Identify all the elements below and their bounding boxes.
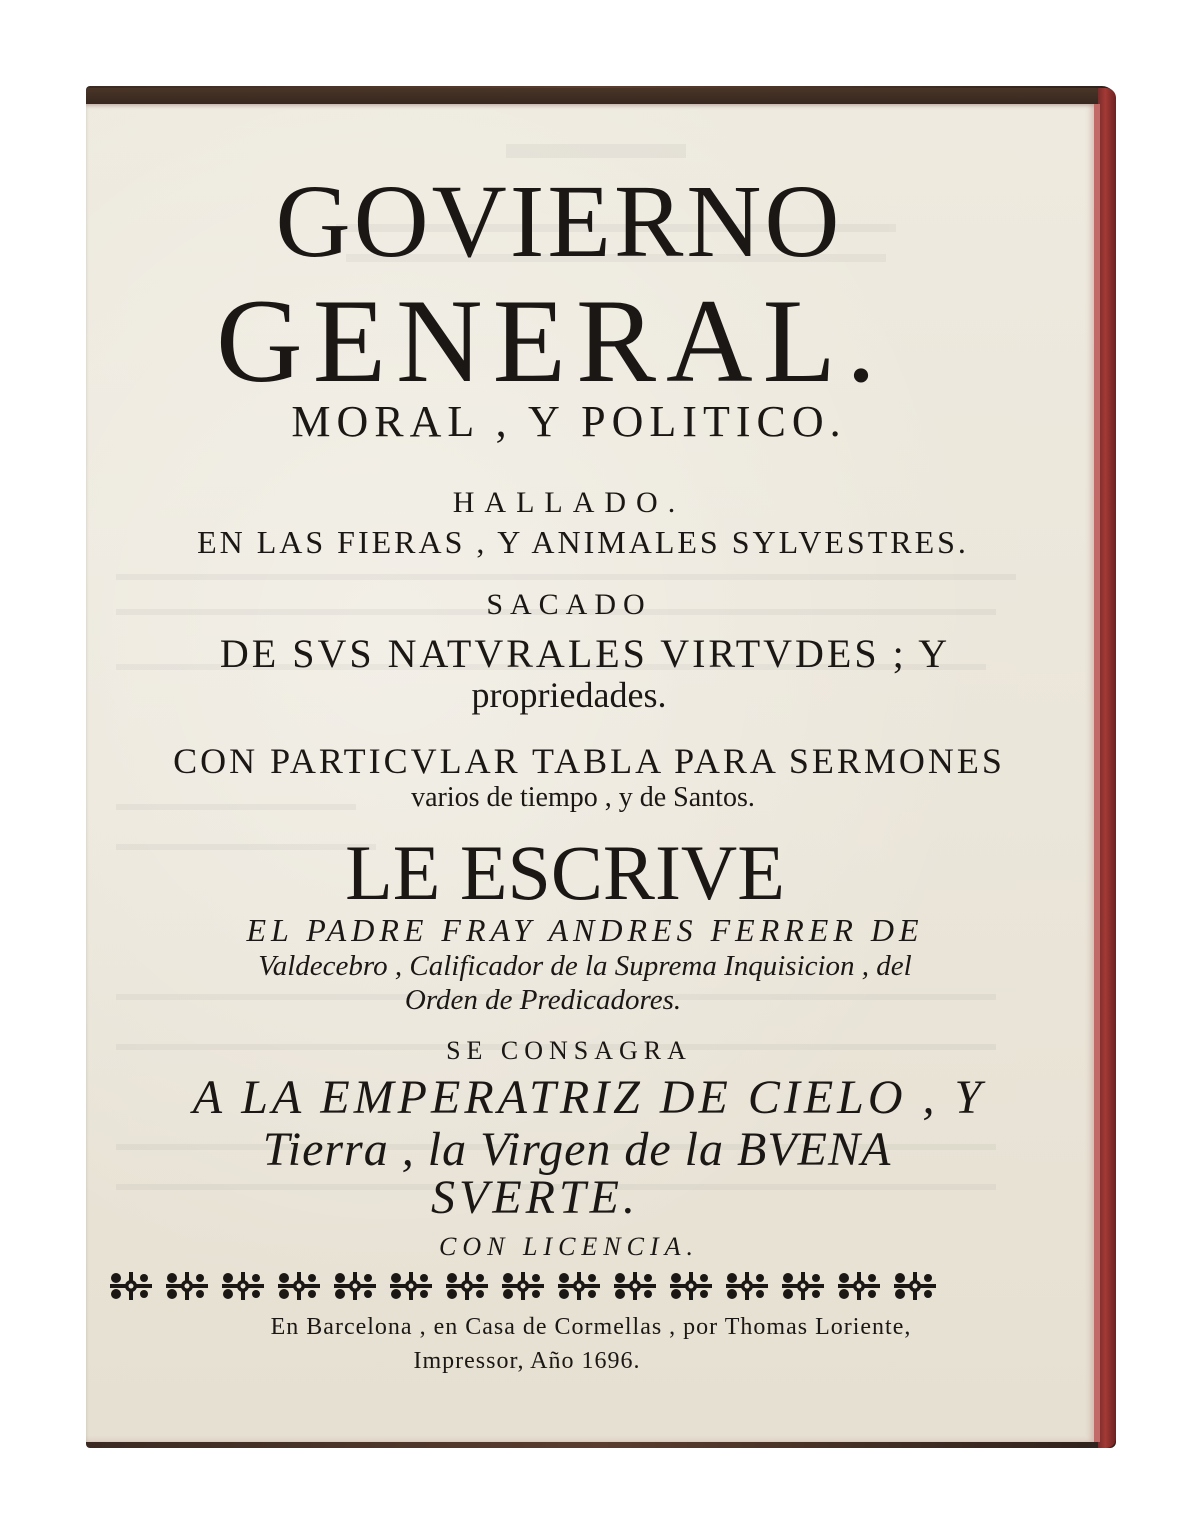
hallado-line: HALLADO. (452, 486, 686, 519)
con-particular-line: CON PARTICVLAR TABLA PARA SERMONES (173, 741, 1005, 781)
title-page (86, 104, 1100, 1442)
fleuron-ornament-icon (220, 1268, 266, 1304)
dedication-line-2: Tierra , la Virgen de la BVENA (262, 1123, 892, 1176)
title-line-1: GOVIERNO (275, 164, 843, 279)
varios-line: varios de tiempo , y de Santos. (411, 782, 755, 813)
fleuron-ornament-icon (836, 1268, 882, 1304)
imprint-line-1: En Barcelona , en Casa de Cormellas , por Thomas Loriente, (270, 1314, 912, 1340)
fleuron-ornament-icon (612, 1268, 658, 1304)
dedication-line-3: SVERTE. (431, 1171, 639, 1224)
fleuron-ornament-icon (780, 1268, 826, 1304)
fleuron-ornament-icon (668, 1268, 714, 1304)
author-line-3: Orden de Predicadores. (404, 984, 682, 1016)
title-line-2: GENERAL. (216, 274, 886, 407)
fleuron-ornament-icon (388, 1268, 434, 1304)
se-consagra-line: SE CONSAGRA (446, 1036, 692, 1065)
le-escrive-heading: LE ESCRIVE (345, 829, 785, 916)
fleuron-ornament-row (108, 1268, 938, 1304)
fleuron-ornament-icon (724, 1268, 770, 1304)
propriedades-line: propriedades. (471, 675, 667, 715)
fleuron-ornament-icon (332, 1268, 378, 1304)
fleuron-ornament-icon (892, 1268, 938, 1304)
con-licencia-line: CON LICENCIA. (438, 1232, 700, 1261)
dedication-line-1: A LA EMPERATRIZ DE CIELO , Y (192, 1071, 986, 1124)
en-las-fieras-line: EN LAS FIERAS , Y ANIMALES SYLVESTRES. (197, 524, 969, 560)
fleuron-ornament-icon (108, 1268, 154, 1304)
fleuron-ornament-icon (164, 1268, 210, 1304)
fleuron-ornament-icon (276, 1268, 322, 1304)
fleuron-ornament-icon (500, 1268, 546, 1304)
red-page-edge (1098, 88, 1116, 1448)
de-sus-naturales-line: DE SVS NATVRALES VIRTVDES ; Y (219, 631, 951, 676)
imprint-line-2: Impressor, Año 1696. (413, 1348, 641, 1374)
fleuron-ornament-icon (444, 1268, 490, 1304)
fleuron-ornament-icon (556, 1268, 602, 1304)
author-line-2: Valdecebro , Calificador de la Suprema Inquisicion , del (258, 950, 912, 982)
subtitle: MORAL , Y POLITICO. (291, 397, 847, 446)
author-line-1: EL PADRE FRAY ANDRES FERRER DE (246, 912, 924, 948)
sacado-line: SACADO (486, 588, 652, 621)
